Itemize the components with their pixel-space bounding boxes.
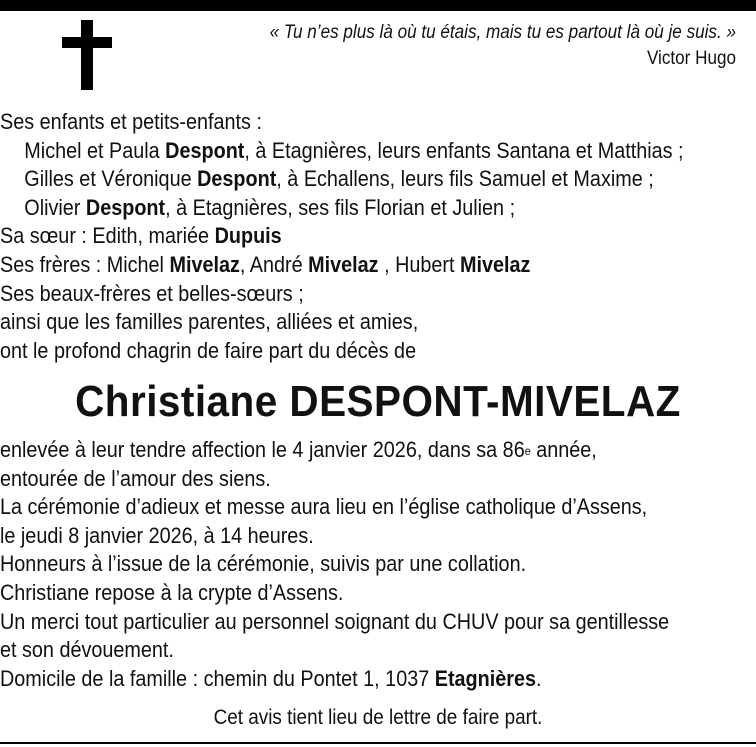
cross-icon	[62, 20, 112, 90]
child-line: Olivier Despont, à Etagnières, ses fils Florian et Julien ;	[24, 194, 516, 220]
epigraph-text: « Tu n’es plus là où tu étais, mais tu es partout là où je suis. »	[269, 22, 736, 43]
in-laws-line: Ses beaux-frères et belles-sœurs ;	[0, 280, 304, 306]
family-intro: Ses enfants et petits-enfants :	[0, 109, 262, 134]
rests-line: Christiane repose à la crypte d’Assens.	[0, 579, 344, 605]
closing-note: Cet avis tient lieu de lettre de faire part.	[213, 706, 543, 729]
passing-line: enlevée à leur tendre affection le 4 janvier 2026, dans sa 86e année,	[0, 437, 597, 462]
relatives-line: ainsi que les familles parentes, alliées et amies,	[0, 309, 419, 335]
ceremony-date-line: le jeudi 8 janvier 2026, à 14 heures.	[0, 522, 314, 548]
announcement-line: ont le profond chagrin de faire part du décès de	[0, 337, 417, 363]
surrounded-line: entourée de l’amour des siens.	[0, 465, 271, 491]
bottom-border	[0, 742, 756, 744]
ceremony-line: La cérémonie d’adieux et messe aura lieu en l’église catholique d’Assens,	[0, 494, 648, 520]
address-line: Domicile de la famille : chemin du Pontet 1, 1037 Etagnières.	[0, 665, 542, 691]
epigraph	[232, 20, 736, 72]
details	[0, 436, 738, 693]
sister-line: Sa sœur : Edith, mariée Dupuis	[0, 223, 282, 249]
child-line: Gilles et Véronique Despont, à Echallens, leurs fils Samuel et Maxime ;	[24, 166, 654, 192]
family-list	[0, 108, 738, 365]
honours-line: Honneurs à l’issue de la cérémonie, suivis par une collation.	[0, 551, 527, 577]
thanks-line: Un merci tout particulier au personnel soignant du CHUV pour sa gentillesse	[0, 608, 670, 634]
epigraph-author: Victor Hugo	[646, 48, 736, 69]
thanks-line-2: et son dévouement.	[0, 637, 174, 663]
brothers-line: Ses frères : Michel Mivelaz, André Mivelaz , Hubert Mivelaz	[0, 251, 531, 277]
child-line: Michel et Paula Despont, à Etagnières, leurs enfants Santana et Matthias ;	[24, 137, 684, 163]
top-border	[0, 0, 756, 11]
deceased-name: Christiane DESPONT-MIVELAZ	[75, 377, 681, 426]
